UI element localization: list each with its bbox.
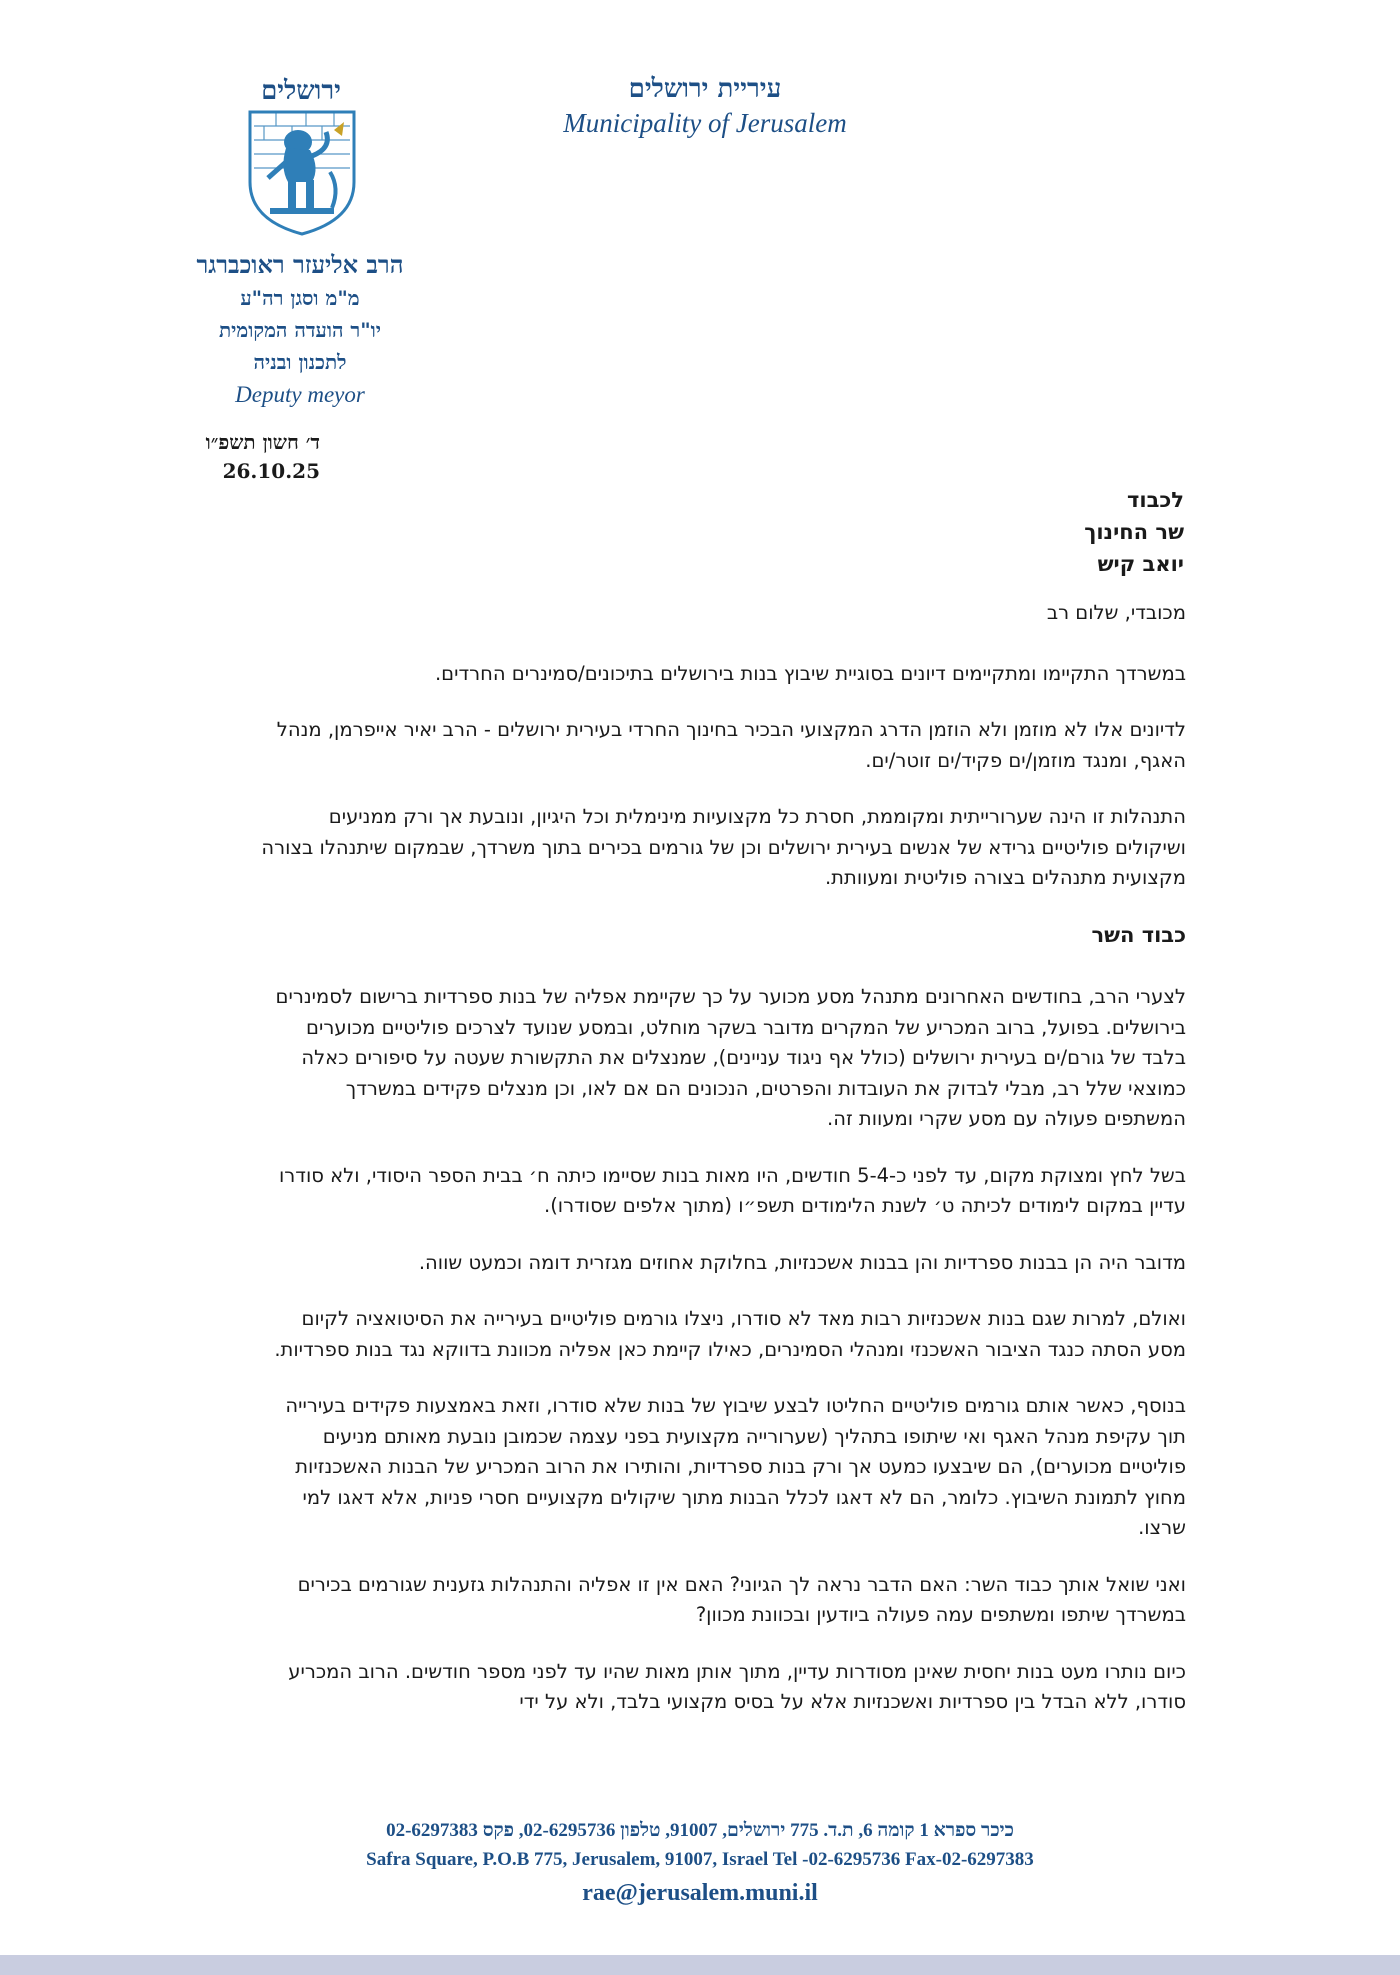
section-heading: כבוד השר [1091,922,1186,947]
letter-body [258,598,1186,1744]
body-paragraph: ואולם, למרות שגם בנות אשכנזיות רבות מאד לא סודרו, ניצלו גורמים פוליטיים בעירייה את הסיטואציה לקיום מסע הסתה כנגד הציבור האשכנזי ומנהלי הסמינרים, כאילו קיימת כאן אפליה מכוונת בדווקא נגד בנות ספרדיות. [274,1307,1186,1361]
sender-title-line: לתכנון ובניה [253,350,347,374]
recipient-line: לכבוד [1127,488,1184,512]
recipient-line: שר החינוך [1084,520,1184,544]
seal-word: ירושלים [261,76,341,106]
body-paragraph: כיום נותרו מעט בנות יחסית שאינן מסודרות עדיין, מתוך אותן מאות שהיו עד לפני מספר חודשים. הרוב המכריע סודרו, ללא הבדל בין ספרדיות ואשכנזיות אלא על בסיס מקצועי בלבד, ולא על ידי [288,1659,1186,1713]
jerusalem-crest-icon [246,108,358,236]
body-paragraph: ואני שואל אותך כבוד השר: האם הדבר נראה לך הגיוני? האם אין זו אפליה והתנהלות גזענית שגורמים בכירים במשרדך שיתפו ומשתפים עמה פעולה ביודעין ובכוונת מכוון? [297,1572,1186,1626]
sender-title-english: Deputy meyor [235,382,365,407]
body-paragraph: לדיונים אלו לא מוזמן ולא הוזמן הדרג המקצועי הבכיר בחינוך החרדי בעירית ירושלים - הרב יאיר אייפרמן, מנהל האגף, ומנגד מוזמן/ים פקיד/ים זוטר/ים. [276,718,1186,772]
body-paragraph: מדובר היה הן בבנות ספרדיות והן בבנות אשכנזיות, בחלוקת אחוזים מגזרית דומה וכמעט שווה. [418,1250,1186,1274]
footer-email-link[interactable]: rae@jerusalem.muni.il [582,1880,818,1906]
recipient-line: יואב קיש [1097,552,1184,576]
body-paragraph: לצערי הרב, בחודשים האחרונים מתנהל מסע מכוער על כך שקיימת אפליה של בנות ספרדיות ברישום לסמינרים בירושלים. בפועל, ברוב המכריע של המקרים מדובר בשקר מוחלט, ובמסע שנועד לצרכים פוליטיים מכוערים בלבד של גורם/ים בעירית ירושלים (כולל אף ניגוד עניינים), שמנצלים את התקשורת שעטה על סיפורים כאלה כמוצאי שלל רב, מבלי לבדוק את העובדות והפרטים, הנכונים הם אם לאו, וכן מנצלים פקידים במשרדך המשתפים פעולה עם מסע שקרי ומעוות זה. [275,985,1186,1130]
municipality-header [540,72,870,140]
body-paragraph: בשל לחץ ומצוקת מקום, עד לפני כ-5-4 חודשים, היו מאות בנות שסיימו כיתה ח׳ בבית הספר היסודי, ולא סודרו עדיין במקום לימודים לכיתה ט׳ לשנת הלימודים תשפ״ו (מתוך אלפים שסודרו). [278,1163,1186,1217]
letter-footer [250,1816,1150,1912]
municipality-name-hebrew: עיריית ירושלים [628,74,782,104]
recipient-block [700,484,1184,580]
municipality-name-english: Municipality of Jerusalem [563,108,847,138]
body-paragraph: בנוסף, כאשר אותם גורמים פוליטיים החליטו לבצע שיבוץ של בנות שלא סודרו, וזאת באמצעות פקידים בעירייה תוך עקיפת מנהל האגף ואי שיתופו בתהליך (שערורייה מקצועית בפני עצמה שכמובן נובעת מאותם מניעים פוליטיים מכוערים), הם שיבצעו כמעט אך ורק בנות ספרדיות, והותירו את הרוב המכריע של הבנות האשכנזיות מחוץ לתמונת השיבוץ. כלומר, הם לא דאגו לכלל הבנות מתוך שיקולים מקצועיים חסרי פניות, אלא דאגו למי שרצו. [285,1394,1186,1539]
bottom-border [0,1955,1400,1975]
body-paragraph: התנהלות זו הינה שערורייתית ומקוממת, חסרת כל מקצועיות מינימלית וכל היגיון, ונובעת אך ורק ממניעים ושיקולים פוליטיים גרידא של אנשים בעירית ירושלים וכן של גורמים בכירים בתוך משרדך, שבמקום שיתנהלו בצורה מקצועית מתנהלים בצורה פוליטית ומעוותת. [261,805,1186,889]
footer-address-hebrew: כיכר ספרא 1 קומה 6, ת.ד. 775 ירושלים, 91007, טלפון 02-6295736, פקס 02-6297383 [386,1820,1014,1841]
date-hebrew: ד׳ חשון תשפ״ו [205,430,320,454]
greeting: מכובדי, שלום רב [1046,601,1186,624]
date-gregorian: 26.10.25 [222,459,320,483]
sender-title-line: מ"מ וסגן רה"ע [240,286,360,310]
body-paragraph: במשרדך התקיימו ומתקיימים דיונים בסוגיית שיבוץ בנות בירושלים בתיכונים/סמינרים החרדים. [434,661,1186,685]
sender-block [150,248,450,412]
letter-date [150,428,320,486]
sender-name: הרב אליעזר ראוכברגר [196,250,404,279]
sender-title-line: יו"ר הועדה המקומית [218,318,382,342]
footer-address-english: Safra Square, P.O.B 775, Jerusalem, 91007, Israel Tel -02-6295736 Fax-02-6297383 [366,1849,1034,1870]
